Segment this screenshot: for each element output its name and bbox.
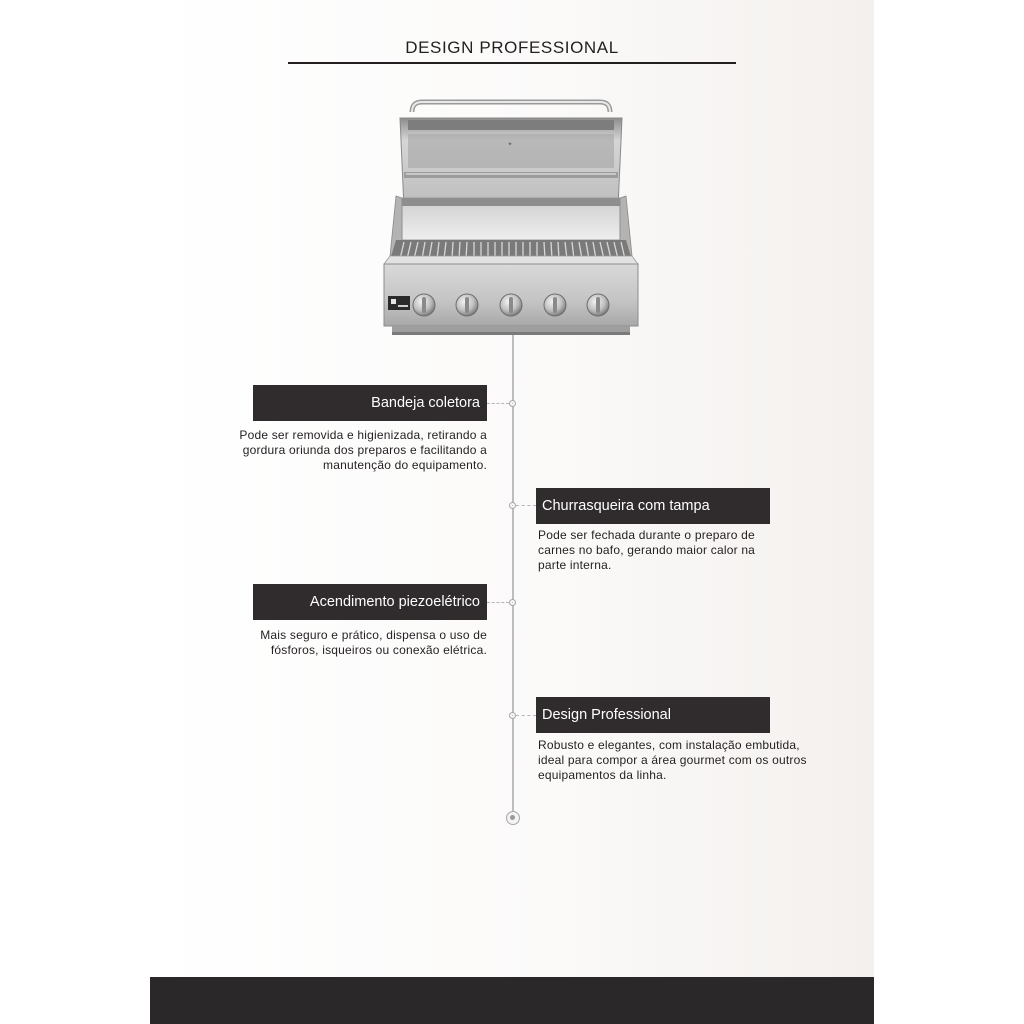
footer-bar [150, 977, 874, 1024]
feature-desc-tampa: Pode ser fechada durante o preparo de carnes no bafo, gerando maior calor na parte interna. [538, 528, 756, 572]
catalog-page [150, 0, 874, 1024]
timeline-node [509, 400, 516, 407]
feature-desc-acendimento: Mais seguro e prático, dispensa o uso de fósforos, isqueiros ou conexão elétrica. [260, 628, 487, 657]
svg-text:✦: ✦ [507, 141, 513, 148]
connector-dash [516, 505, 536, 506]
connector-dash [487, 403, 509, 404]
timeline-node [509, 502, 516, 509]
page-title: DESIGN PROFESSIONAL [405, 38, 619, 57]
feature-title-tampa: Churrasqueira com tampa [536, 488, 770, 524]
feature-title-bandeja: Bandeja coletora [253, 385, 487, 421]
connector-dash [516, 715, 536, 716]
timeline-line [512, 335, 514, 818]
timeline-end-node [506, 811, 520, 825]
connector-dash [487, 602, 509, 603]
feature-desc-bandeja: Pode ser removida e higienizada, retirando a gordura oriunda dos preparos e facilitando a manutenção do equipamento. [239, 428, 487, 472]
feature-desc-design: Robusto e elegantes, com instalação embutida, ideal para compor a área gourmet com os outros equipamentos da linha. [538, 738, 807, 782]
title-underline [288, 62, 736, 64]
timeline-node [509, 712, 516, 719]
feature-title-design: Design Professional [536, 697, 770, 733]
timeline-node [509, 599, 516, 606]
feature-title-acendimento: Acendimento piezoelétrico [253, 584, 487, 620]
grill-product-image [382, 98, 640, 338]
